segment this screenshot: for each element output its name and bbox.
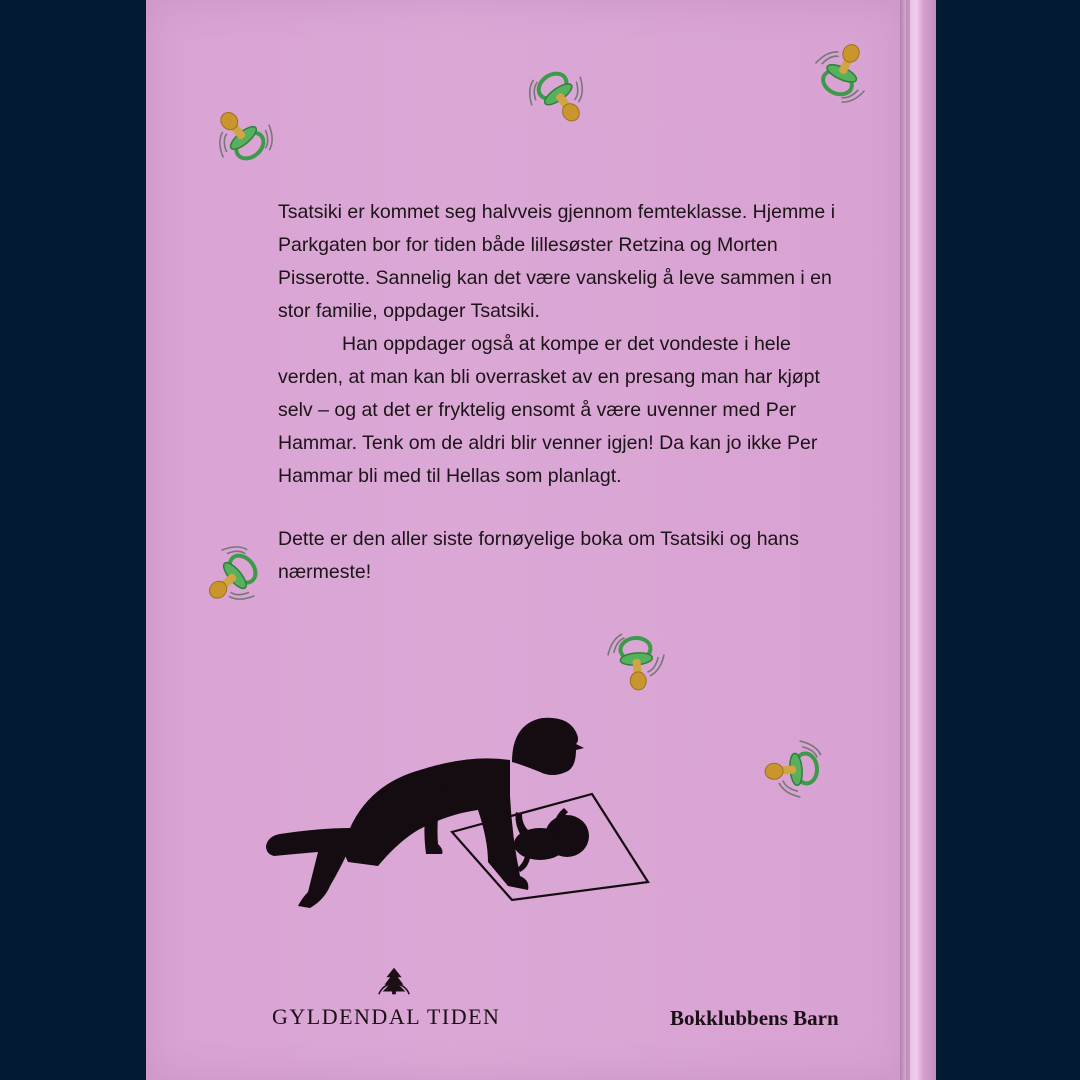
publisher-name: GYLDENDAL TIDEN (272, 1004, 501, 1029)
pacifier-icon (188, 528, 288, 618)
pacifier-icon (750, 724, 850, 814)
pacifier-icon (196, 96, 296, 186)
pacifier-icon (586, 610, 686, 700)
boy-silhouette (266, 718, 584, 908)
spine-edge (906, 0, 910, 1080)
book-club-name: Bokklubbens Barn (670, 1006, 839, 1030)
blurb-paragraph-2: Han oppdager også at kompe er det vondeste i hele verden, at man kan bli overrasket av en presang man har kjøpt selv – og at det er fryktelig ensomt å være uvenner med Per Hammar. Tenk om de aldri blir venner igjen! Da kan jo ikke Per Hammar bli med til Hellas som planlagt. (278, 333, 820, 487)
tree-logo-icon (374, 962, 414, 1000)
silhouette-illustration (262, 712, 662, 912)
pacifier-icon (506, 46, 606, 136)
pacifier-icon (790, 32, 890, 122)
blurb-paragraph-1: Tsatsiki er kommet seg halvveis gjennom femteklasse. Hjemme i Parkgaten bor for tiden både lillesøster Retzina og Morten Pisserotte. Sannelig kan det være vanskelig å leve sammen i en stor familie, oppdager Tsatsiki. (278, 201, 836, 322)
blurb-text (278, 196, 838, 589)
blurb-paragraph-3: Dette er den aller siste fornøyelige boka om Tsatsiki og hans nærmeste! (278, 528, 799, 583)
